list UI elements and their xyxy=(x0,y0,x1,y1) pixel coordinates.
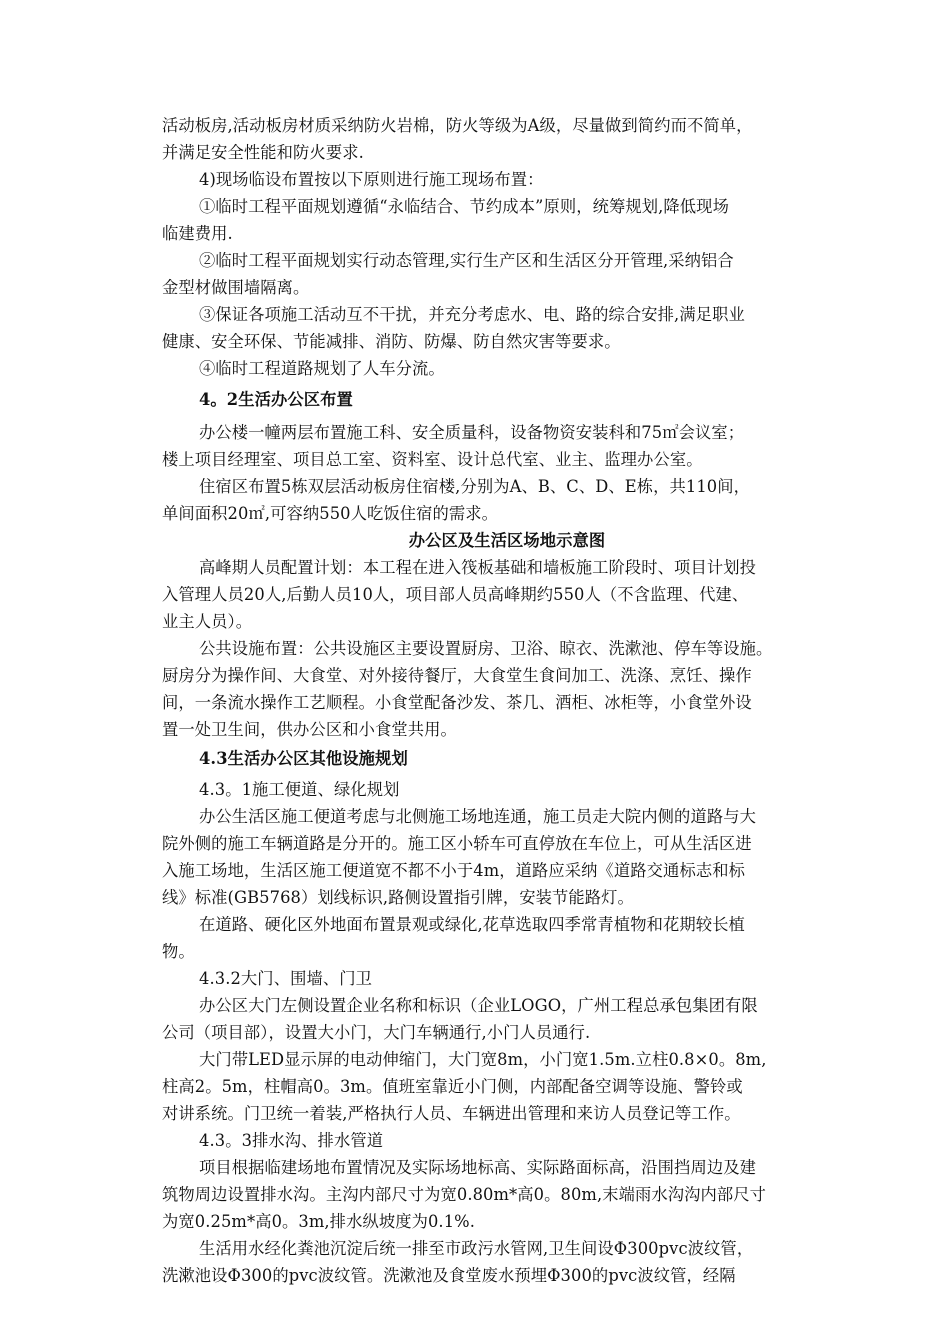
text-line: 楼上项目经理室、项目总工室、资料室、设计总代室、业主、监理办公室。 xyxy=(162,450,703,469)
text-line: 项目根据临建场地布置情况及实际场地标高、实际路面标高，沿围挡周边及建 xyxy=(199,1158,756,1177)
text-line: 并满足安全性能和防火要求. xyxy=(162,143,364,162)
text-line: 临建费用. xyxy=(162,224,233,243)
text-line: 对讲系统。门卫统一着装,严格执行人员、车辆进出管理和来访人员登记等工作。 xyxy=(162,1104,741,1123)
text-line: 厨房分为操作间、大食堂、对外接待餐厅，大食堂生食间加工、洗涤、烹饪、操作 xyxy=(162,666,752,685)
text-line: 院外侧的施工车辆道路是分开的。施工区小轿车可直停放在车位上，可从生活区进 xyxy=(162,834,752,853)
section-heading: 4.3生活办公区其他设施规划 xyxy=(199,749,408,768)
text-line: 入管理人员20人,后勤人员10人，项目部人员高峰期约550人（不含监理、代建、 xyxy=(162,585,749,604)
text-line: 办公生活区施工便道考虑与北侧施工场地连通，施工员走大院内侧的道路与大 xyxy=(199,807,756,826)
text-line: 办公楼一幢两层布置施工科、安全质量科，设备物资安装科和75㎡会议室； xyxy=(199,423,745,442)
text-line: 高峰期人员配置计划：本工程在进入筏板基础和墙板施工阶段时、项目计划投 xyxy=(199,558,756,577)
text-line: ③保证各项施工活动互不干扰，并充分考虑水、电、路的综合安排,满足职业 xyxy=(199,305,745,324)
text-line: ②临时工程平面规划实行动态管理,实行生产区和生活区分开管理,采纳铝合 xyxy=(199,251,734,270)
text-line: ①临时工程平面规划遵循“永临结合、节约成本”原则，统筹规划,降低现场 xyxy=(199,197,729,216)
text-line: 在道路、硬化区外地面布置景观或绿化,花草选取四季常青植物和花期较长植 xyxy=(199,915,745,934)
text-line: 柱高2。5m，柱帽高0。3m。值班室靠近小门侧，内部配备空调等设施、警铃或 xyxy=(162,1077,743,1096)
text-line: 入施工场地，生活区施工便道宽不都不小于4m，道路应采纳《道路交通标志和标 xyxy=(162,861,745,880)
text-line: 活动板房,活动板房材质采纳防火岩棉，防火等级为A级，尽量做到简约而不简单， xyxy=(162,116,753,135)
figure-caption: 办公区及生活区场地示意图 xyxy=(408,531,606,550)
text-line: 大门带LED显示屏的电动伸缩门，大门宽8m，小门宽1.5m.立柱0.8×0。8m, xyxy=(199,1050,767,1069)
subsection-heading: 4.3。1施工便道、绿化规划 xyxy=(199,780,400,799)
text-line: 生活用水经化粪池沉淀后统一排至市政污水管网,卫生间设Φ300pvc波纹管， xyxy=(199,1239,754,1258)
text-line: 办公区大门左侧设置企业名称和标识（企业LOGO，广州工程总承包集团有限 xyxy=(199,996,758,1015)
text-line: 健康、安全环保、节能减排、消防、防爆、防自然灾害等要求。 xyxy=(162,332,621,351)
text-line: 线》标准(GB5768）划线标识,路侧设置指引牌，安装节能路灯。 xyxy=(162,888,634,907)
subsection-heading: 4.3。3排水沟、排水管道 xyxy=(199,1131,384,1150)
body-text xyxy=(162,112,852,1289)
section-heading: 4。2生活办公区布置 xyxy=(199,390,353,409)
subsection-heading: 4.3.2大门、围墙、门卫 xyxy=(199,969,372,988)
text-line: 间，一条流水操作工艺顺程。小食堂配备沙发、茶几、酒柜、冰柜等，小食堂外设 xyxy=(162,693,752,712)
text-line: ④临时工程道路规划了人车分流。 xyxy=(199,359,445,378)
text-line: 4)现场临设布置按以下原则进行施工现场布置： xyxy=(199,170,544,189)
text-line: 公共设施布置：公共设施区主要设置厨房、卫浴、晾衣、洗漱池、停车等设施。 xyxy=(199,639,773,658)
text-line: 洗漱池设Φ300的pvc波纹管。洗漱池及食堂废水预埋Φ300的pvc波纹管，经隔 xyxy=(162,1266,736,1285)
text-line: 单间面积20㎡,可容纳550人吃饭住宿的需求。 xyxy=(162,504,499,523)
text-line: 物。 xyxy=(162,942,195,961)
text-line: 为宽0.25m*高0。3m,排水纵坡度为0.1%. xyxy=(162,1212,476,1231)
text-line: 置一处卫生间，供办公区和小食堂共用。 xyxy=(162,720,457,739)
text-line: 金型材做围墙隔离。 xyxy=(162,278,310,297)
text-line: 业主人员）。 xyxy=(162,612,253,631)
text-line: 住宿区布置5栋双层活动板房住宿楼,分别为A、B、C、D、E栋，共110间， xyxy=(199,477,751,496)
text-line: 筑物周边设置排水沟。主沟内部尺寸为宽0.80m*高0。80m,末端雨水沟沟内部尺寸 xyxy=(162,1185,767,1204)
text-line: 公司（项目部），设置大小门，大门车辆通行,小门人员通行. xyxy=(162,1023,591,1042)
